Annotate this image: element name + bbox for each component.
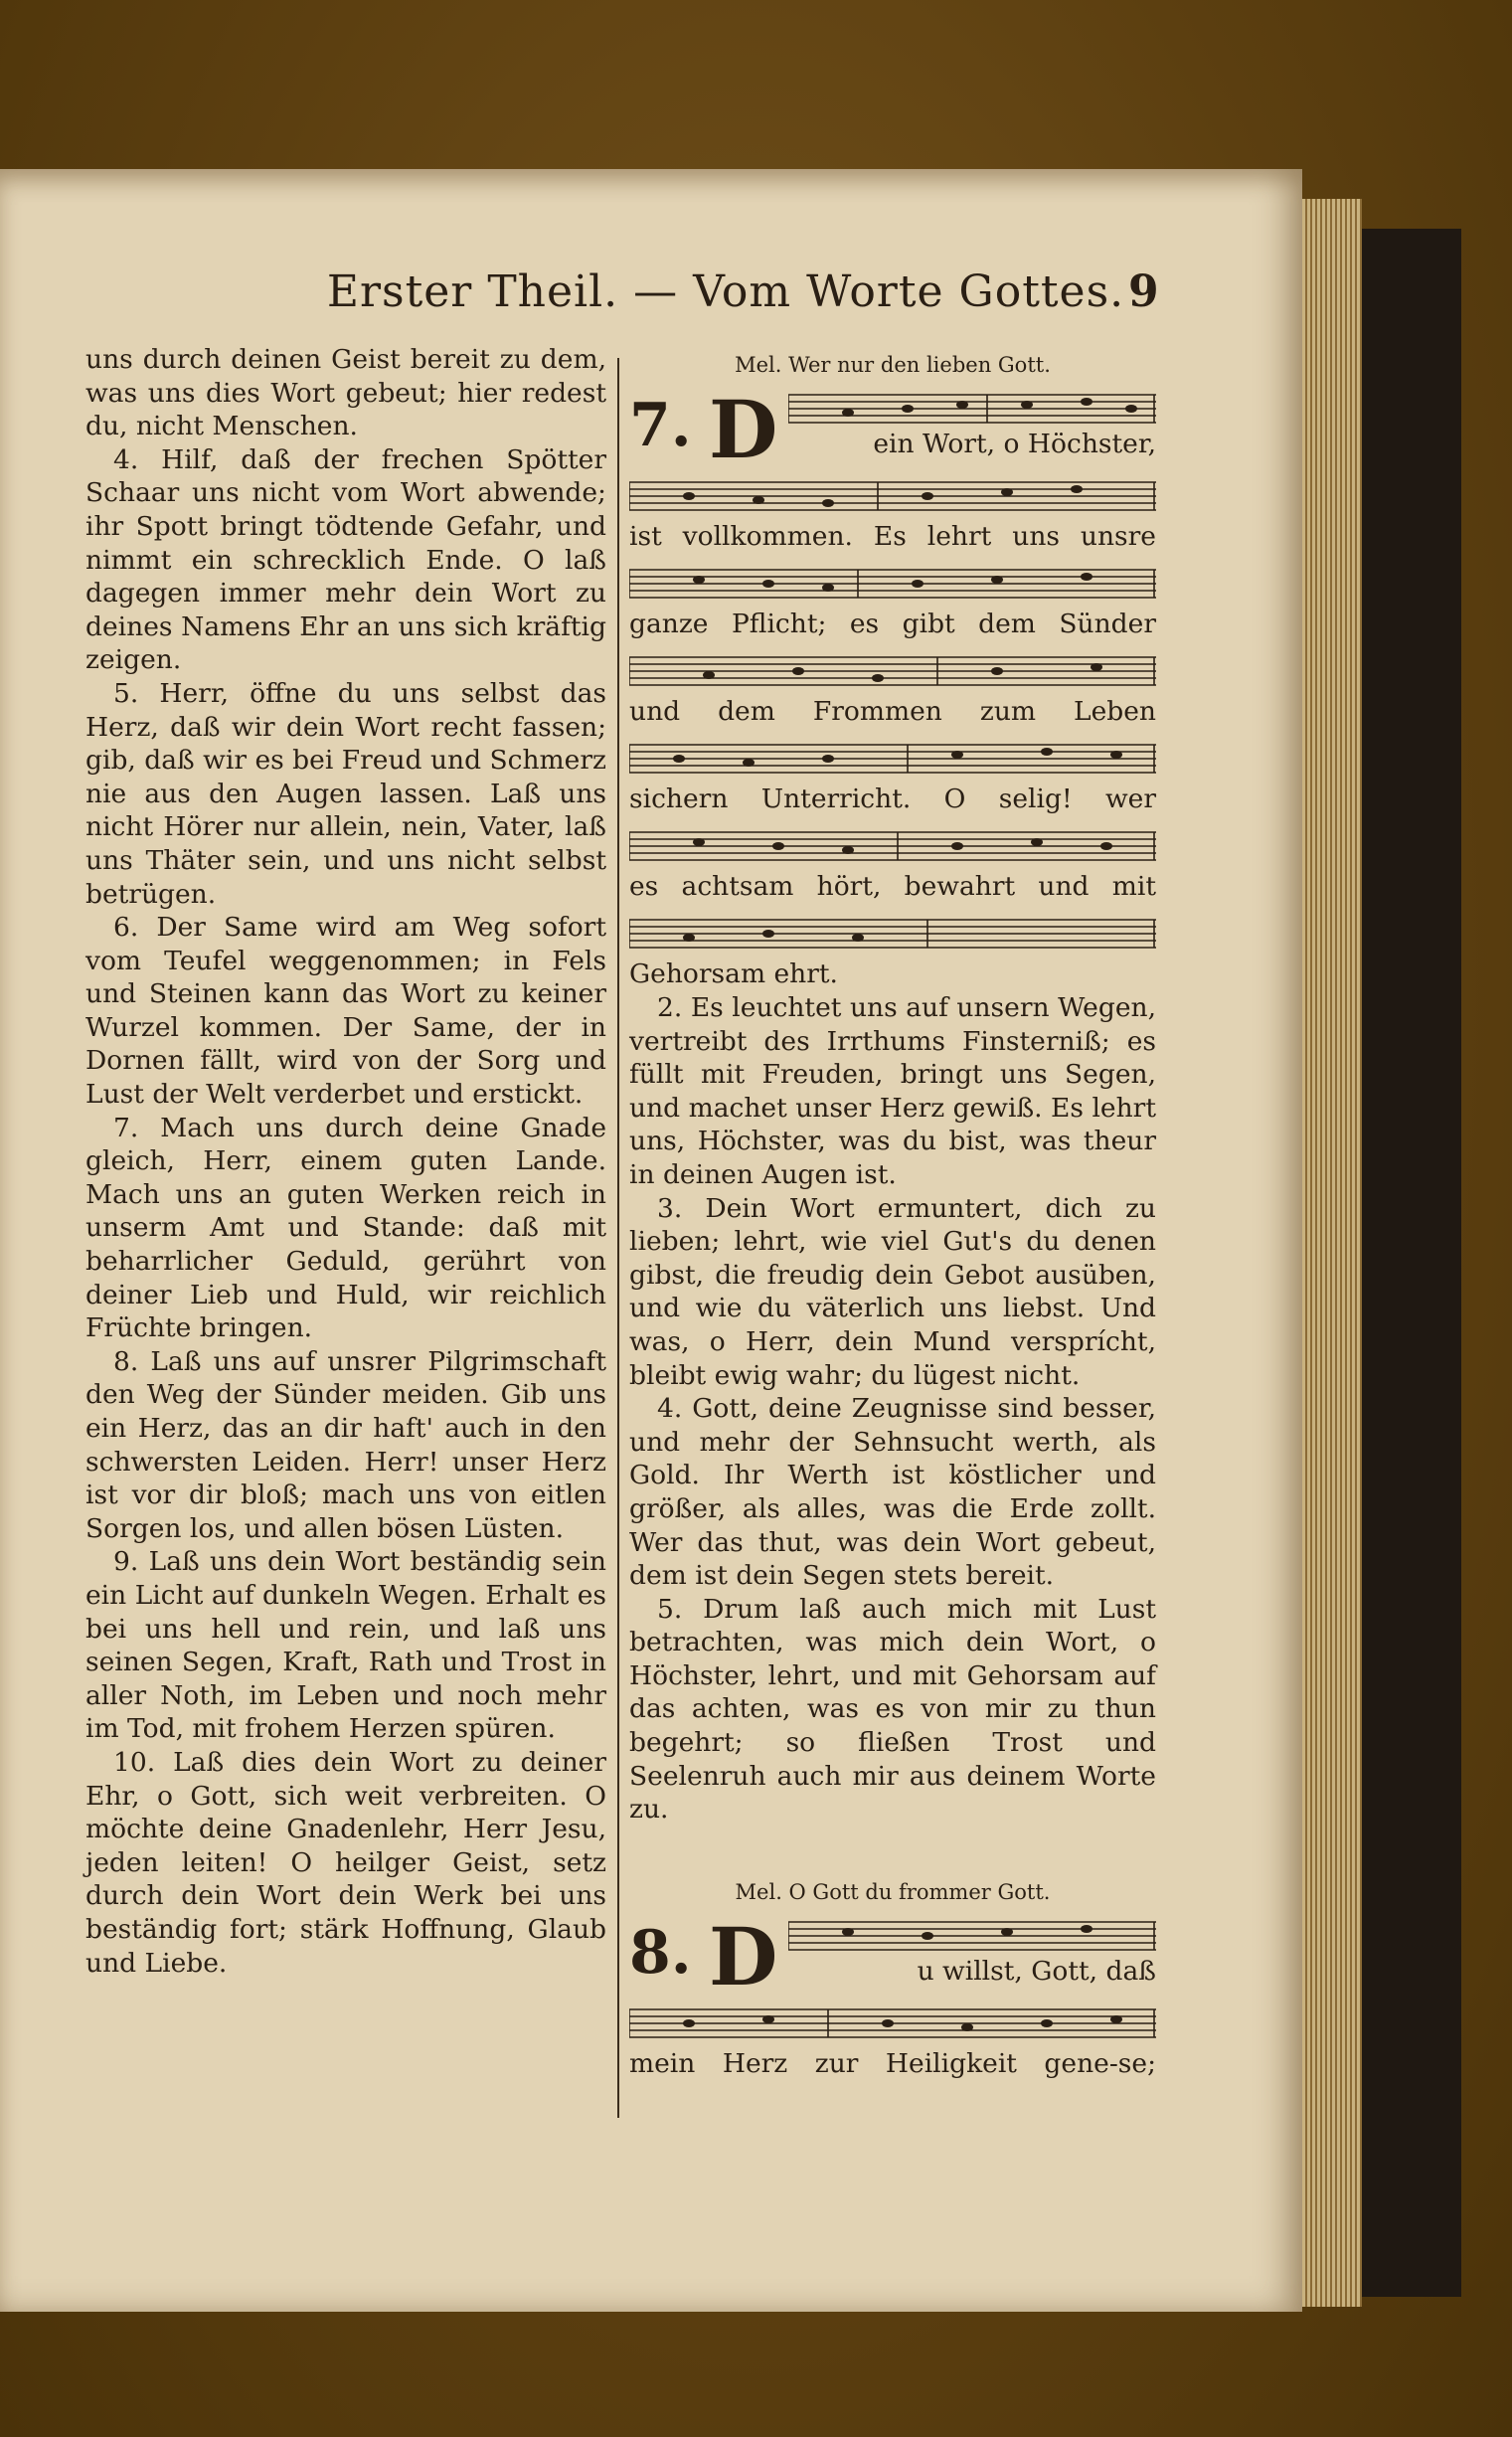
staff-row — [629, 735, 1156, 783]
staff-row — [629, 822, 1156, 870]
staff-row — [629, 2000, 1156, 2047]
hymn8-first-lyric: u willst, Gott, daß — [917, 1955, 1156, 1987]
music-staff — [629, 741, 1156, 775]
hymn7-verse-3: 3. Dein Wort ermuntert, dich zu lieben; lehrt, wie viel Gut's du denen gibst, die freudig dein Gebot ausüben, und wie du väterlich uns liebst. Und was, o Herr, dein Mund versprícht, bleibt ewig wahr; du lügest nicht. — [629, 1192, 1156, 1391]
verse-9: 9. Laß uns dein Wort beständig sein ein Licht auf dunkeln Wegen. Erhalt es bei uns hell und rein, und laß uns seinen Segen, Kraft, Rath und Trost in aller Noth, im Leben und noch mehr im Tod, mit frohem Herzen spüren. — [85, 1546, 606, 1745]
verse-4: 4. Hilf, daß der frechen Spötter Schaar uns nicht vom Wort abwende; ihr Spott bringt tödtende Gefahr, und nimmt ein schrecklich Ende. O laß dagegen immer mehr dein Wort zu deines Namens Ehr an uns sich kräftig zeigen. — [85, 443, 606, 676]
page-number: 9 — [1128, 266, 1159, 317]
hymn7-lyric-line: und dem Frommen zum Leben — [629, 696, 1156, 727]
verse-10: 10. Laß dies dein Wort zu deiner Ehr, o Gott, sich weit verbreiten. O möchte deine Gnadenlehr, Herr Jesu, jeden leiten! O heilger Geist, setz durch dein Wort dein Werk bei uns beständig fort; stärk Hoffnung, Glaub und Liebe. — [85, 1746, 606, 1979]
music-staff — [629, 828, 1156, 862]
hymn7-verse-2: 2. Es leuchtet uns auf unsern Wegen, vertreibt des Irrthums Finsterniß; es füllt mit Freuden, bringt uns Segen, und machet unser Herz gewiß. Es lehrt uns, Höchster, was du bist, was theur in deinen Augen ist. — [629, 992, 1156, 1190]
hymn7-lyric-line: ganze Pflicht; es gibt dem Sünder — [629, 609, 1156, 639]
music-staff — [629, 566, 1156, 600]
hymn7-initial: D — [709, 383, 778, 476]
verse-continuation: uns durch deinen Geist bereit zu dem, was uns dies Wort gebeut; hier redest du, nicht Menschen. — [85, 344, 606, 442]
staff-row — [629, 560, 1156, 608]
music-staff — [788, 1918, 1156, 1952]
hymn7-opening — [629, 383, 1156, 476]
page-edges — [1302, 199, 1362, 2307]
verse-8: 8. Laß uns auf unsrer Pilgrimschaft den Weg der Sünder meiden. Gib uns ein Herz, das an dir haft' auch in den schwersten Leiden. Herr! unser Herz ist vor dir bloß; mach uns von eitlen Sorgen los, und allen bösen Lüsten. — [85, 1345, 606, 1544]
hymn7-lyric-line: sichern Unterricht. O selig! wer — [629, 783, 1156, 814]
hymn8-number: 8. — [629, 1917, 692, 1988]
staff-row — [629, 472, 1156, 520]
music-staff — [629, 653, 1156, 687]
staff-row — [629, 647, 1156, 695]
verse-7: 7. Mach uns durch deine Gnade gleich, Herr, einem guten Lande. Mach uns an guten Werken reich in unserm Amt und Stande: daß mit beharrlicher Geduld, gerührt von deiner Lieb und Huld, wir reichlich Früchte bringen. — [85, 1112, 606, 1344]
column-divider — [617, 358, 619, 2118]
hymn7-verse-4: 4. Gott, deine Zeugnisse sind besser, und mehr der Sehnsucht werth, als Gold. Ihr Werth ist köstlicher und größer, als alles, was die Erde zollt. Wer das thut, was dein Wort gebeut, dem ist dein Segen stets bereit. — [629, 1393, 1156, 1592]
hymn8-lyric-line: mein Herz zur Heiligkeit gene-se; — [629, 2047, 1156, 2079]
music-staff — [629, 478, 1156, 512]
staff-row — [629, 910, 1156, 957]
hymn7-melody: Mel. Wer nur den lieben Gott. — [735, 353, 1051, 377]
hymn7-lyric-line: ist vollkommen. Es lehrt uns unsre — [629, 521, 1156, 552]
hymn7-number: 7. — [629, 391, 692, 460]
hymn8-initial: D — [709, 1909, 778, 2003]
hymn7-first-lyric: ein Wort, o Höchster, — [873, 429, 1156, 459]
right-column — [629, 343, 1156, 2081]
left-column — [85, 343, 606, 1980]
hymn8-opening — [629, 1909, 1156, 2003]
music-staff — [788, 391, 1156, 425]
hymn7-lyric-line: Gehorsam ehrt. — [629, 958, 838, 989]
verse-5: 5. Herr, öffne du uns selbst das Herz, daß wir dein Wort recht fassen; gib, daß wir es bei Freud und Schmerz nie aus den Augen lassen. Laß uns nicht Hörer nur allein, nein, Vater, laß uns Thäter sein, und uns nicht selbst betrügen. — [85, 677, 606, 910]
book-cover-edge — [1362, 229, 1461, 2297]
hymn7-verse-5: 5. Drum laß auch mich mit Lust betrachten, was mich dein Wort, o Höchster, lehrt, und mit Gehorsam auf das achten, was es von mir zu thun begehrt; so fließen Trost und Seelenruh auch mir aus deinem Worte zu. — [629, 1593, 1156, 1826]
hymn7-lyric-line: es achtsam hört, bewahrt und mit — [629, 871, 1156, 902]
music-staff — [629, 2005, 1156, 2039]
music-staff — [629, 916, 1156, 950]
hymn8-melody: Mel. O Gott du frommer Gott. — [735, 1879, 1051, 1904]
running-title: Erster Theil. — Vom Worte Gottes. — [326, 266, 1125, 317]
verse-6: 6. Der Same wird am Weg sofort vom Teufel weggenommen; in Fels und Steinen kann das Wort zu keiner Wurzel kommen. Der Same, der in Dornen fällt, wird von der Sorg und Lust der Welt verderbet und erstickt. — [85, 912, 606, 1111]
